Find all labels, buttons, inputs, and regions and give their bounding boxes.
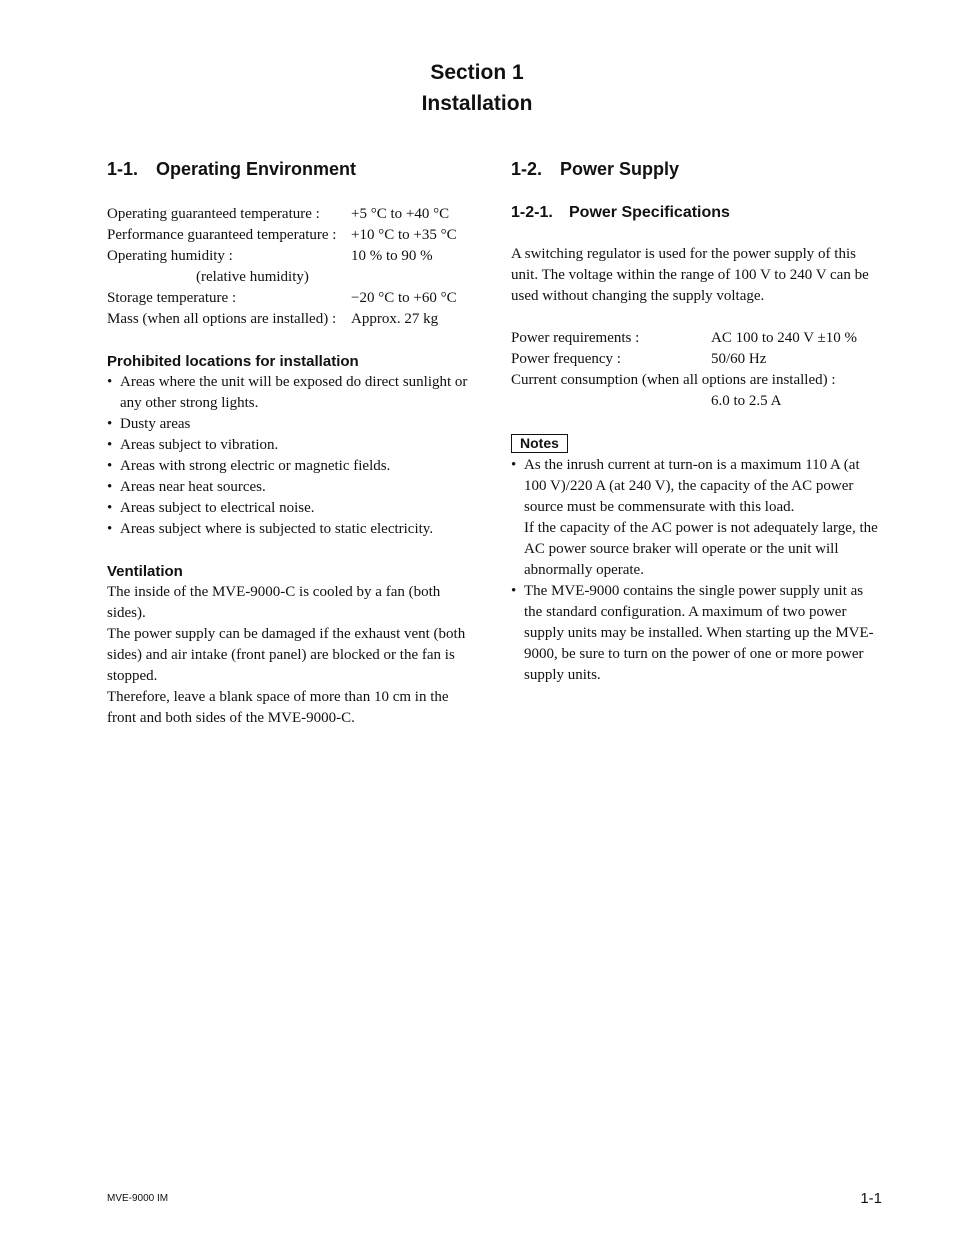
- paragraph: The power supply can be damaged if the exhaust vent (both sides) and air intake (front panel) are blocked or the fan is stopped.: [107, 626, 466, 684]
- spec-value: −20 °C to +60 °C: [351, 290, 457, 306]
- page-header: [0, 57, 954, 119]
- spec-label: Power frequency :: [511, 351, 621, 367]
- environment-specs: [107, 204, 475, 330]
- subheading-text: Power Specifications: [569, 204, 730, 221]
- section-number: Section 1: [430, 61, 524, 84]
- footer-doc-id: MVE-9000 IM: [107, 1193, 169, 1204]
- bullet-icon: •: [107, 521, 113, 537]
- bullet-icon: •: [107, 374, 113, 390]
- bullet-icon: •: [511, 457, 517, 473]
- list-item: • Areas subject to vibration.: [107, 435, 475, 456]
- spec-row: [107, 225, 475, 246]
- spec-row: [107, 288, 475, 309]
- spec-value: +10 °C to +35 °C: [351, 227, 457, 243]
- spec-label: Performance guaranteed temperature :: [107, 227, 337, 243]
- spec-row: [511, 328, 885, 349]
- spec-value: 50/60 Hz: [711, 351, 767, 367]
- prohibited-heading: Prohibited locations for installation: [107, 353, 359, 370]
- spec-label: Operating humidity :: [107, 248, 233, 264]
- heading-number: 1-2.: [511, 159, 543, 179]
- bullet-icon: •: [107, 416, 113, 432]
- spec-label: Current consumption (when all options are installed) :: [511, 372, 836, 388]
- heading-text: Operating Environment: [156, 159, 357, 179]
- subheading-number: 1-2-1.: [511, 204, 553, 221]
- ventilation-text: [107, 582, 475, 729]
- list-item: • Areas subject to electrical noise.: [107, 498, 475, 519]
- spec-value: 10 % to 90 %: [351, 248, 433, 264]
- spec-row: [511, 349, 885, 370]
- heading-text: Power Supply: [560, 159, 680, 179]
- bullet-icon: •: [107, 479, 113, 495]
- bullet-icon: •: [511, 583, 517, 599]
- paragraph: The inside of the MVE-9000-C is cooled by a fan (both sides).: [107, 584, 441, 621]
- notes-label: Notes: [511, 434, 568, 453]
- humidity-note: (relative humidity): [196, 269, 309, 285]
- power-specs: [511, 328, 885, 412]
- spec-value: Approx. 27 kg: [351, 311, 439, 327]
- spec-value: AC 100 to 240 V ±10 %: [711, 330, 858, 346]
- right-column: [511, 157, 885, 686]
- spec-row: [107, 309, 475, 330]
- prohibited-list: [107, 372, 475, 540]
- notes-section: [511, 434, 885, 686]
- list-item: • Areas subject where is subjected to static electricity.: [107, 519, 475, 540]
- list-item: • Areas near heat sources.: [107, 477, 475, 498]
- footer-page-number: 1-1: [860, 1190, 882, 1207]
- left-column: [107, 157, 475, 729]
- power-supply-heading: [511, 157, 885, 181]
- ventilation-heading: Ventilation: [107, 563, 183, 580]
- notes-list: [511, 455, 885, 686]
- bullet-icon: •: [107, 458, 113, 474]
- spec-row: [107, 246, 475, 267]
- paragraph: Therefore, leave a blank space of more than 10 cm in the front and both sides of the MVE-9000-C.: [107, 689, 449, 726]
- spec-label: Power requirements :: [511, 330, 640, 346]
- spec-value: +5 °C to +40 °C: [351, 206, 450, 222]
- list-item: • Areas with strong electric or magnetic fields.: [107, 456, 475, 477]
- list-item: • As the inrush current at turn-on is a maximum 110 A (at 100 V)/220 A (at 240 V), the capacity of the AC power source must be commensurate with this load. If the capacity of the AC power is not adequately large, the AC power source braker will operate or the unit will abnormally operate.: [511, 457, 878, 578]
- spec-label: Operating guaranteed temperature :: [107, 206, 320, 222]
- power-intro: A switching regulator is used for the power supply of this unit. The voltage within the range of 100 V to 240 V can be used without changing the supply voltage.: [511, 246, 869, 304]
- bullet-icon: •: [107, 500, 113, 516]
- list-item: • Areas where the unit will be exposed do direct sunlight or any other strong lights.: [107, 374, 468, 411]
- operating-environment-heading: [107, 157, 475, 181]
- spec-label: Storage temperature :: [107, 290, 237, 306]
- heading-number: 1-1.: [107, 159, 139, 179]
- spec-label: Mass (when all options are installed) :: [107, 311, 337, 327]
- spec-row: [107, 204, 475, 225]
- spec-value: 6.0 to 2.5 A: [711, 393, 782, 409]
- power-specs-heading: [511, 202, 885, 224]
- list-item: • Dusty areas: [107, 414, 475, 435]
- section-title: Installation: [421, 92, 533, 115]
- bullet-icon: •: [107, 437, 113, 453]
- list-item: • The MVE-9000 contains the single power supply unit as the standard configuration. A maximum of two power supply units may be installed. When starting up the MVE-9000, be sure to turn on the power of one or more power supply units.: [511, 583, 874, 683]
